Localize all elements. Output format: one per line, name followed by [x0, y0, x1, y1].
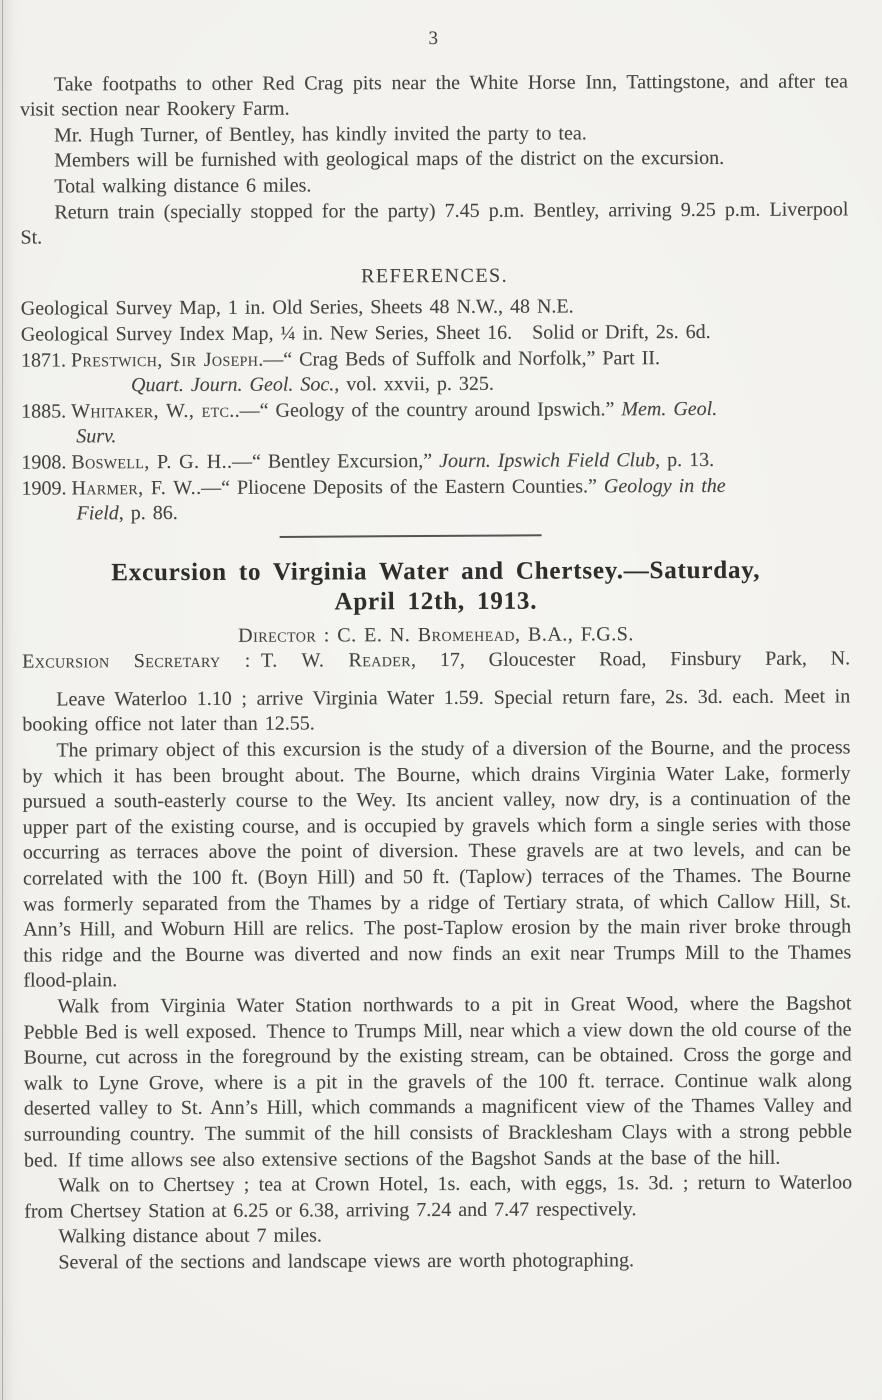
reference-survey-line: Geological Survey Index Map, ¼ in. New Series, Sheet 16. Solid or Drift, 2s. 6d.	[20, 320, 711, 346]
reference-author: Boswell, P. G. H.	[71, 450, 228, 474]
reference-line	[21, 345, 849, 374]
reference-title: .—“ Pliocene Deposits of the Eastern Counties.”	[196, 474, 604, 499]
reference-survey-line: Geological Survey Map, 1 in. Old Series, Sheets 48 N.W., 48 N.E.	[20, 295, 574, 320]
references-heading: REFERENCES.	[361, 264, 509, 288]
reference-citation-tail: , vol. xxvii, p. 325.	[334, 372, 494, 396]
reference-entry-1908	[21, 447, 849, 476]
journal-name: Field	[76, 502, 119, 525]
journal-name: Journ. Ipswich Field Club	[439, 449, 656, 472]
reference-line	[21, 473, 849, 502]
body-paragraph: Several of the sections and landscape views are worth photographing.	[58, 1249, 635, 1274]
secretary-name: Excursion Secretary : T. W. Reader	[22, 649, 411, 673]
reference-author: Prestwich, Sir Joseph	[70, 348, 259, 371]
reference-continuation	[21, 422, 849, 451]
body-paragraph: Walk on to Chertsey ; tea at Crown Hotel, 1s. each, with eggs, 1s. 3d. ; return to Waterloo from Chertsey Station at 6.25 or 6.38, arriving 7.24 and 7.47 respectively.	[24, 1171, 853, 1223]
reference-year: 1885.	[21, 400, 67, 423]
reference-line	[21, 396, 849, 425]
reference-entry-1871	[21, 345, 849, 399]
intro-paragraph: Mr. Hugh Turner, of Bentley, has kindly invited the party to tea.	[54, 122, 587, 147]
reference-line	[21, 447, 849, 476]
director-line: Director : C. E. N. Bromehead, B.A., F.G.S.	[238, 622, 634, 647]
journal-name: Geology in the	[603, 474, 726, 497]
reference-entry-1909	[21, 473, 849, 527]
secretary-line	[22, 647, 850, 676]
journal-name: Mem. Geol.	[621, 397, 718, 421]
excursion-title	[22, 555, 850, 618]
reference-citation-tail: , p. 13.	[655, 448, 715, 472]
reference-citation-tail: , p. 86.	[118, 502, 178, 525]
section-divider	[280, 534, 542, 538]
reference-entry-1885	[21, 396, 849, 450]
reference-continuation	[21, 499, 849, 528]
intro-paragraph: Total walking distance 6 miles.	[54, 174, 312, 198]
reference-continuation	[21, 371, 849, 400]
intro-paragraph: Take footpaths to other Red Crag pits near the White Horse Inn, Tattingstone, and after tea visit section near Rookery Farm.	[19, 70, 848, 121]
excursion-title-line2: April 12th, 1913.	[334, 587, 538, 616]
reference-year: 1908.	[21, 451, 67, 474]
body-paragraph: Walking distance about 7 miles.	[58, 1224, 322, 1248]
reference-year: 1909.	[21, 476, 67, 500]
page-content	[20, 0, 853, 1276]
reference-author: Whitaker, W., etc.	[71, 399, 235, 423]
reference-year: 1871.	[20, 348, 66, 372]
page-number: 3	[428, 27, 439, 50]
references-list	[21, 294, 850, 528]
reference-author: Harmer, F. W.	[71, 476, 197, 499]
journal-name: Surv.	[76, 425, 117, 448]
secretary-address: , 17, Gloucester Road, Finsbury Park, N.	[410, 647, 851, 672]
reference-title: .—“ Bentley Excursion,”	[226, 449, 440, 473]
reference-title: .—“ Crag Beds of Suffolk and Norfolk,” Part II.	[258, 346, 660, 371]
journal-name: Quart. Journ. Geol. Soc.	[130, 373, 335, 397]
body-paragraph: The primary object of this excursion is the study of a diversion of the Bourne, and the process by which it has been brought about. The Bourne, which drains Virginia Water Lake, formerly pursued a south-easterly course to the Wey. Its ancient valley, now dry, is a continuation of the upper part of the existing course, and is occupied by gravels which form a single series with those occurring as terraces above the point of diversion. These gravels are at two levels, and can be correlated with the 100 ft. (Boyn Hill) and 50 ft. (Taplow) terraces of the Thames. The Bourne was formerly separated from the Thames by a ridge of Tertiary strata, of which Callow Hill, St. Ann’s Hill, and Woburn Hill are relics. The post-Taplow erosion by the main river broke through this ridge and the Bourne was diverted and now finds an exit near Trumps Mill to the Thames flood-plain.	[22, 736, 852, 992]
excursion-title-line1: Excursion to Virginia Water and Chertsey.—Saturday,	[111, 556, 761, 586]
intro-paragraph: Members will be furnished with geological maps of the district on the excursion.	[54, 147, 725, 172]
body-paragraph: Walk from Virginia Water Station northwards to a pit in Great Wood, where the Bagshot Pebble Bed is well exposed. Thence to Trumps Mill, near which a view down the old course of the Bourne, cut across in the foreground by the existing stream, can be obtained. Cross the gorge and walk to Lyne Grove, where is a pit in the gravels of the 100 ft. terrace. Continue walk along deserted valley to St. Ann’s Hill, which commands a magnificent view of the Thames Valley and surrounding country. The summit of the hill consists of Bracklesham Clays with a strong pebble bed. If time allows see also extensive sections of the Bagshot Sands at the base of the hill.	[23, 992, 852, 1172]
intro-paragraph: Return train (specially stopped for the party) 7.45 p.m. Bentley, arriving 9.25 p.m. Liverpool St.	[20, 197, 849, 249]
reference-title: .—“ Geology of the country around Ipswich.”	[234, 398, 622, 422]
intro-section	[20, 69, 849, 251]
body-paragraph: Leave Waterloo 1.10 ; arrive Virginia Water 1.59. Special return fare, 2s. 3d. each. Meet in booking office not later than 12.55.	[22, 685, 851, 737]
scan-edge-line	[2, 0, 3, 1400]
excursion-body	[22, 684, 852, 1276]
